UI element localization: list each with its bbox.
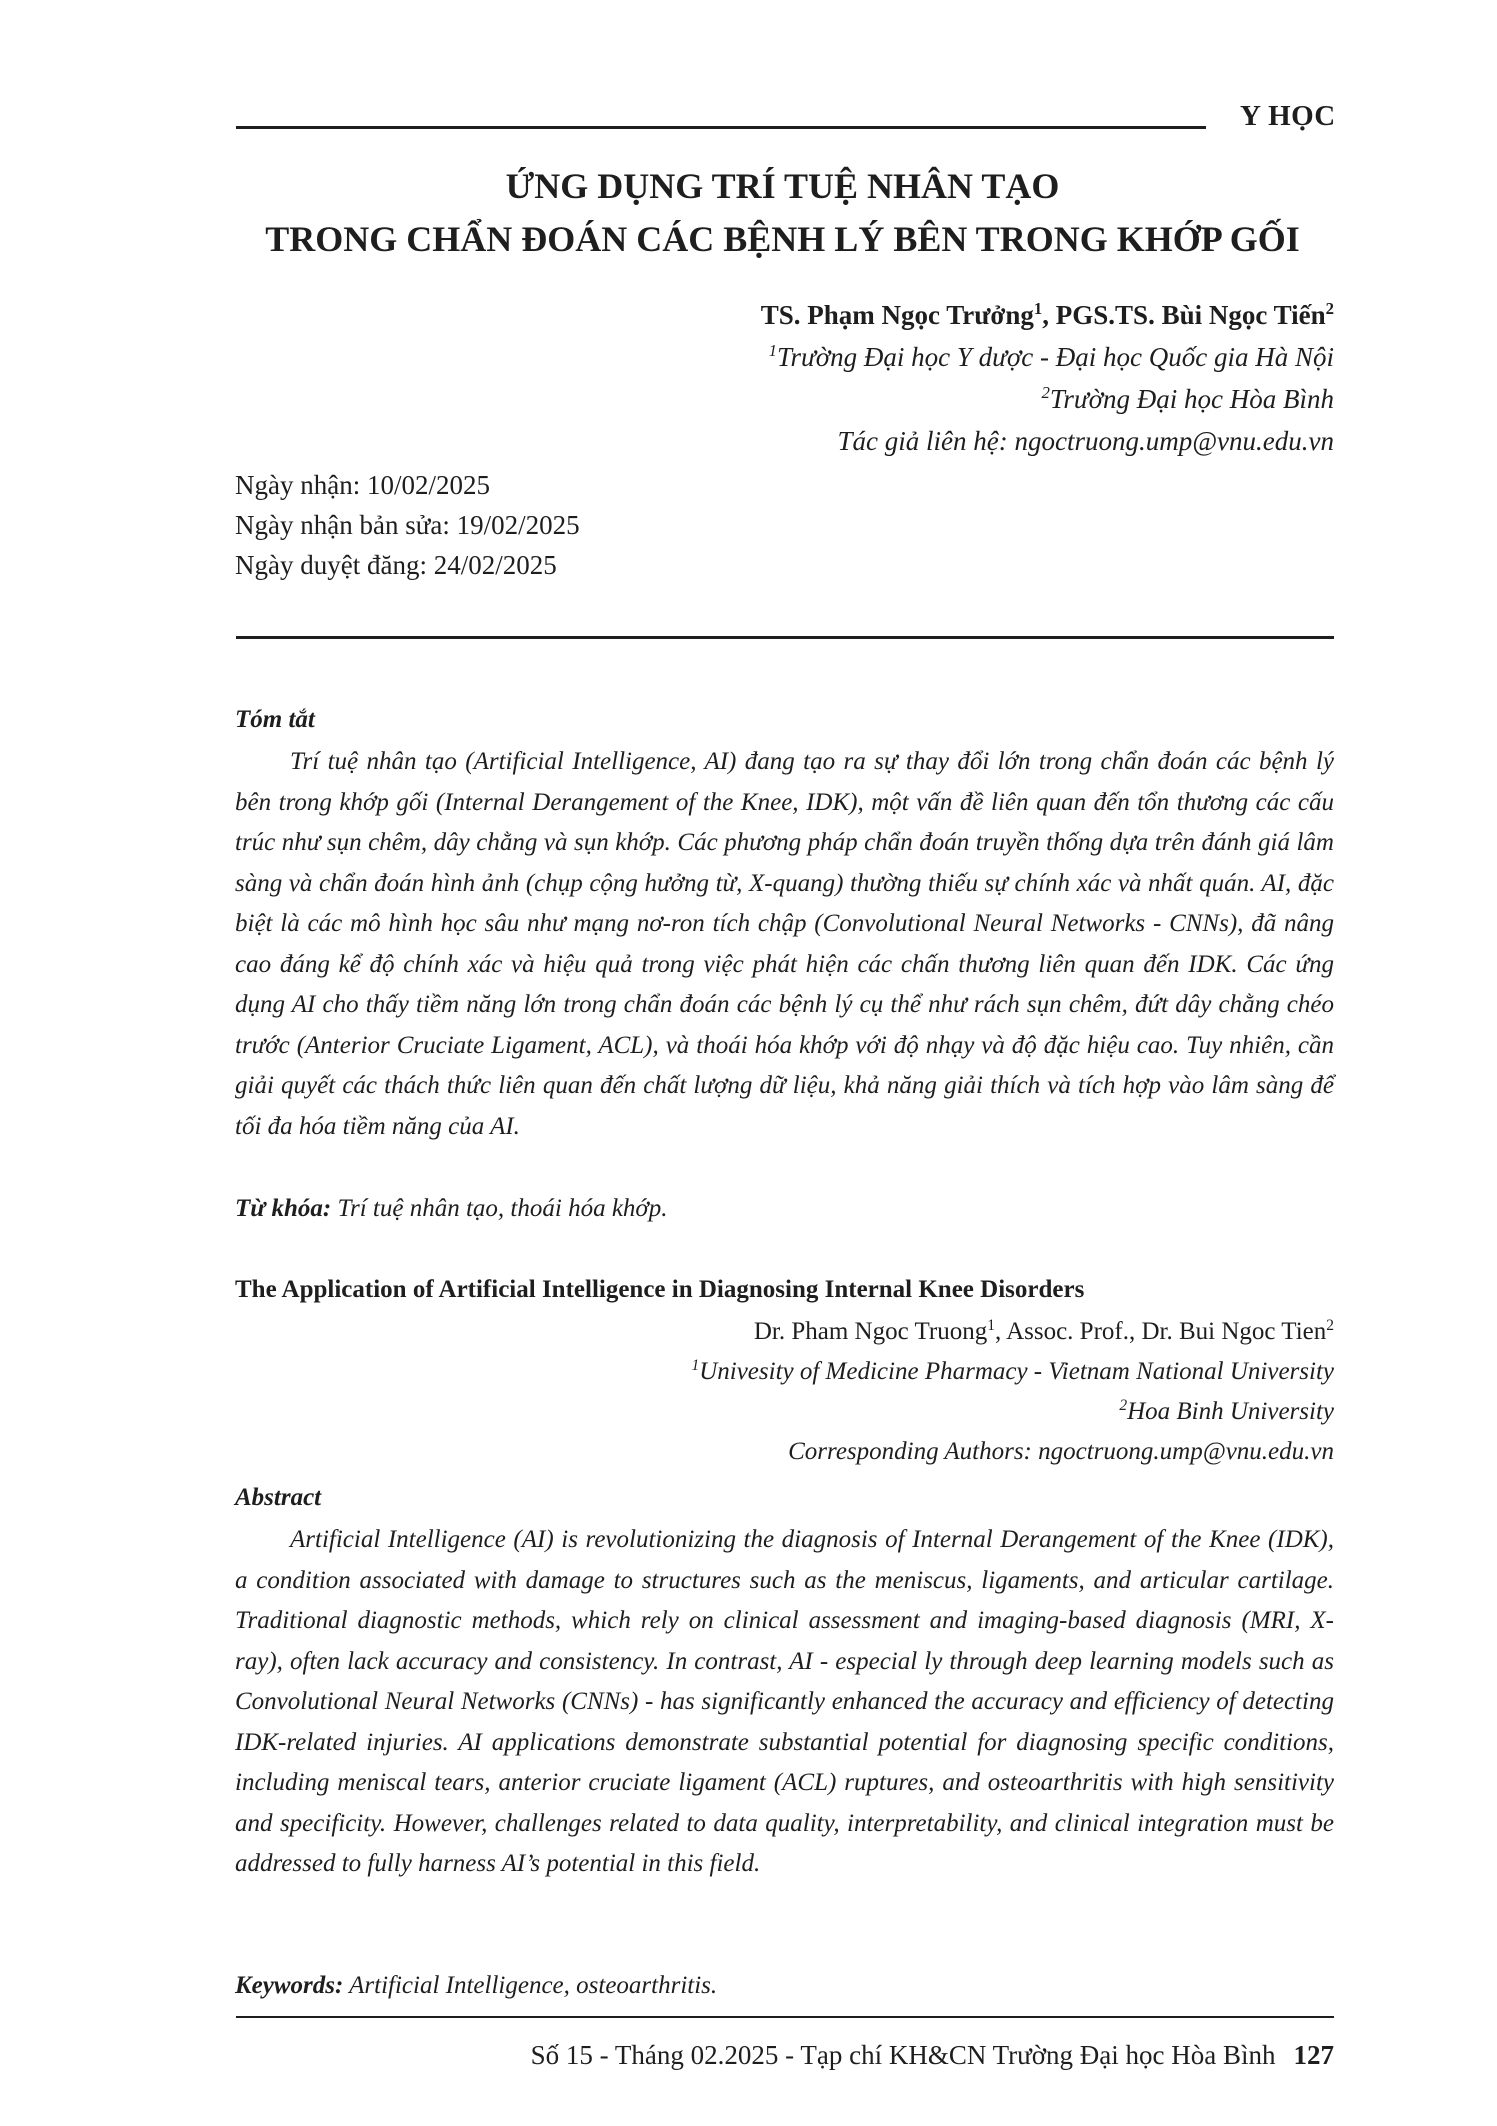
footer-journal: Số 15 - Tháng 02.2025 - Tạp chí KH&CN Trường Đại học Hòa Bình	[530, 2040, 1276, 2070]
affiliation-1-en-text: Univesity of Medicine Pharmacy - Vietnam National University	[699, 1358, 1334, 1385]
author-2-sup: 2	[1325, 298, 1334, 318]
authors-vn	[761, 300, 1334, 331]
keywords-vn-text: Trí tuệ nhân tạo, thoái hóa khớp.	[331, 1195, 668, 1222]
author-2-en-sup: 2	[1326, 1316, 1334, 1334]
affiliation-1-en	[691, 1358, 1334, 1386]
section-label: Y HỌC	[1240, 100, 1336, 132]
affiliation-2-en-text: Hoa Binh University	[1127, 1398, 1334, 1425]
author-2: PGS.TS. Bùi Ngọc Tiến	[1055, 300, 1326, 330]
authors-en	[754, 1318, 1334, 1346]
keywords-en	[235, 1972, 717, 2000]
abstract-text: Artificial Intelligence (AI) is revolutionizing the diagnosis of Internal Derangement of the Knee (IDK), a condition associated with damage to structures such as the meniscus, ligaments, and articular cartilage. Traditional diagnostic methods, which rely on clinical assessment and imaging-based diagnosis (MRI, X-ray), often lack accuracy and consistency. In contrast, AI - especial ly through deep learning models such as Convolutional Neural Networks (CNNs) - has significantly enhanced the accuracy and efficiency of detecting IDK-related injuries. AI applications demonstrate substantial potential for diagnosing specific conditions, including meniscal tears, anterior cruciate ligament (ACL) ruptures, and osteoarthritis with high sensitivity and specificity. However, challenges related to data quality, interpretability, and clinical integration must be addressed to fully harness AI’s potential in this field.	[235, 1526, 1334, 1877]
contact-en: Corresponding Authors: ngoctruong.ump@vnu.edu.vn	[788, 1438, 1334, 1465]
author-1: TS. Phạm Ngọc Trưởng	[760, 300, 1034, 330]
header-rule	[236, 126, 1206, 129]
footer	[531, 2040, 1334, 2071]
affiliation-2-sup: 2	[1041, 382, 1050, 402]
date-revised: Ngày nhận bản sửa: 19/02/2025	[235, 510, 580, 540]
article-title-line-2: TRONG CHẨN ĐOÁN CÁC BỆNH LÝ BÊN TRONG KHỚP GỐI	[265, 219, 1300, 259]
keywords-en-label: Keywords:	[235, 1972, 344, 1999]
affiliation-2-vn	[1041, 384, 1334, 415]
article-title-line-1: ỨNG DỤNG TRÍ TUỆ NHÂN TẠO	[505, 166, 1060, 206]
page-number: 127	[1293, 2040, 1334, 2070]
date-received: Ngày nhận: 10/02/2025	[235, 470, 490, 500]
summary-text: Trí tuệ nhân tạo (Artificial Intelligence, AI) đang tạo ra sự thay đổi lớn trong chẩn đoán các bệnh lý bên trong khớp gối (Internal Derangement of the Knee, IDK), một vấn đề liên quan đến tổn thương các cấu trúc như sụn chêm, dây chằng và sụn khớp. Các phương pháp chẩn đoán truyền thống dựa trên đánh giá lâm sàng và chẩn đoán hình ảnh (chụp cộng hưởng từ, X-quang) thường thiếu sự chính xác và nhất quán. AI, đặc biệt là các mô hình học sâu như mạng nơ-ron tích chập (Convolutional Neural Networks - CNNs), đã nâng cao đáng kể độ chính xác và hiệu quả trong việc phát hiện các chấn thương liên quan đến IDK. Các ứng dụng AI cho thấy tiềm năng lớn trong chẩn đoán các bệnh lý cụ thể như rách sụn chêm, đứt dây chằng chéo trước (Anterior Cruciate Ligament, ACL), và thoái hóa khớp với độ nhạy và độ đặc hiệu cao. Tuy nhiên, cần giải quyết các thách thức liên quan đến chất lượng dữ liệu, khả năng giải thích và tích hợp vào lâm sàng để tối đa hóa tiềm năng của AI.	[235, 748, 1334, 1140]
abstract-heading: Abstract	[235, 1484, 322, 1511]
date-accepted: Ngày duyệt đăng: 24/02/2025	[235, 550, 557, 580]
author-en-separator: ,	[994, 1318, 1007, 1345]
author-1-en: Dr. Pham Ngoc Truong	[753, 1318, 988, 1345]
author-1-en-sup: 1	[987, 1316, 995, 1334]
affiliation-1-en-sup: 1	[691, 1356, 700, 1374]
summary-heading: Tóm tắt	[235, 706, 315, 733]
keywords-vn-label: Từ khóa:	[235, 1195, 332, 1222]
author-2-en: Assoc. Prof., Dr. Bui Ngoc Tien	[1006, 1318, 1327, 1345]
affiliation-1-text: Trường Đại học Y dược - Đại học Quốc gia Hà Nội	[776, 342, 1334, 372]
english-title: The Application of Artificial Intelligence in Diagnosing Internal Knee Disorders	[235, 1276, 1085, 1303]
affiliation-1-vn	[769, 342, 1334, 373]
affiliation-2-text: Trường Đại học Hòa Bình	[1049, 384, 1334, 414]
keywords-vn	[235, 1195, 668, 1223]
affiliation-1-sup: 1	[768, 340, 777, 360]
contact-vn: Tác giả liên hệ: ngoctruong.ump@vnu.edu.vn	[837, 426, 1334, 456]
footer-rule	[236, 2016, 1334, 2018]
affiliation-2-en-sup: 2	[1119, 1396, 1128, 1414]
author-separator: ,	[1042, 300, 1056, 330]
affiliation-2-en	[1119, 1398, 1334, 1426]
author-1-sup: 1	[1033, 298, 1043, 318]
divider-rule	[236, 636, 1334, 639]
keywords-en-text: Artificial Intelligence, osteoarthritis.	[343, 1972, 718, 1999]
